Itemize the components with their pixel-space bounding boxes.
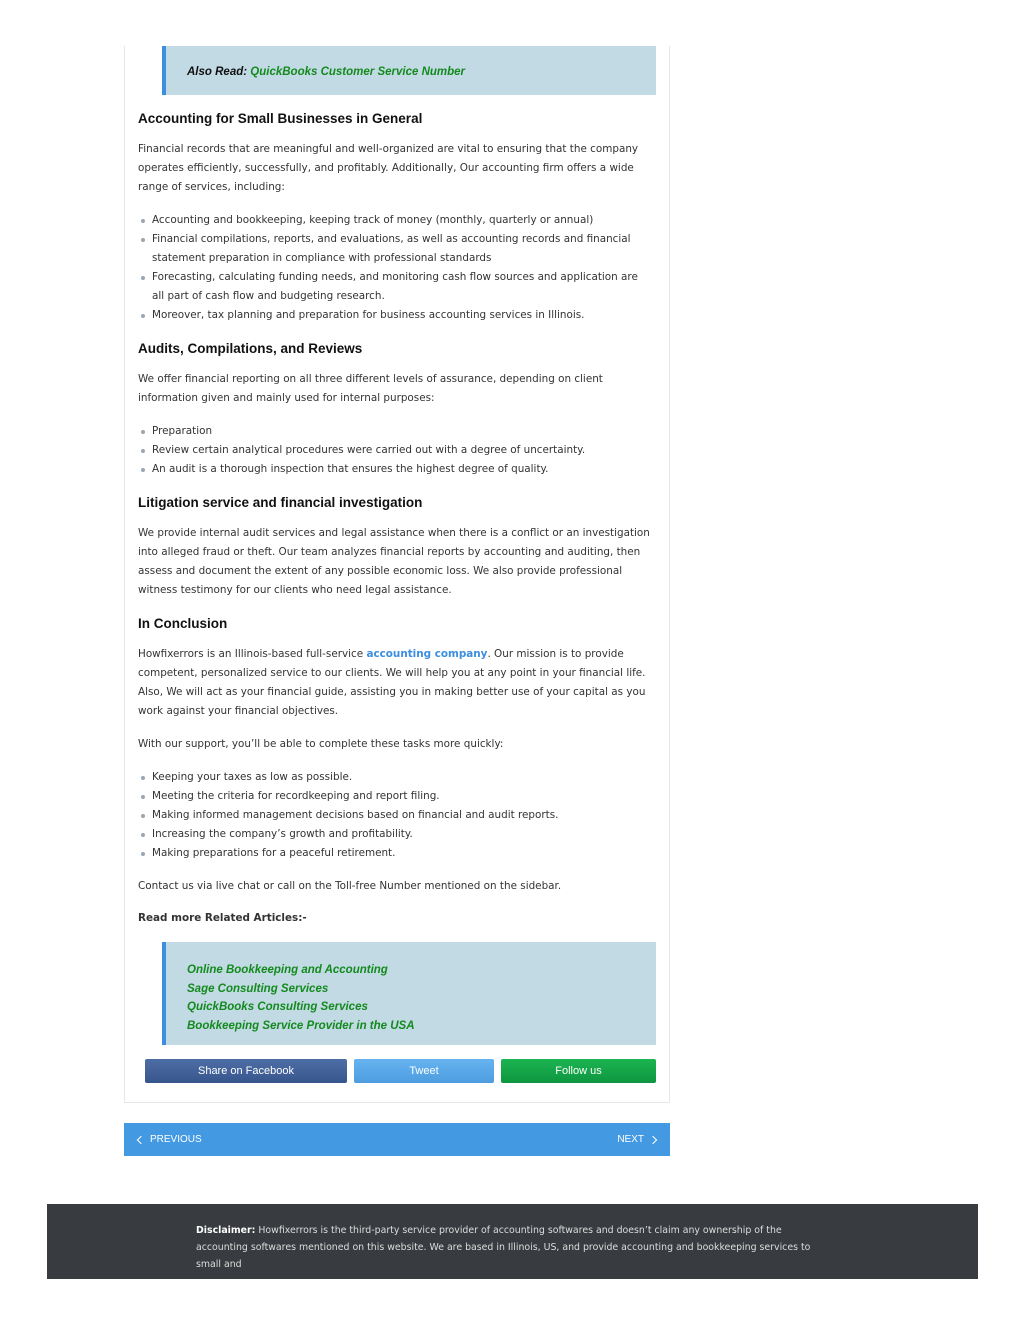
related-link[interactable]: QuickBooks Consulting Services bbox=[187, 1001, 368, 1013]
related-links-box bbox=[162, 942, 656, 1045]
follow-us-button[interactable]: Follow us bbox=[501, 1059, 656, 1083]
list-item: Increasing the company’s growth and profitability. bbox=[138, 825, 653, 844]
related-heading: Read more Related Articles:- bbox=[138, 912, 307, 924]
list-item: Financial compilations, reports, and evaluations, as well as accounting records and financial statement preparation in compliance with professional standards bbox=[138, 230, 653, 268]
previous-button[interactable] bbox=[138, 1134, 202, 1145]
also-read-label: Also Read: bbox=[187, 66, 248, 78]
disclaimer-body: Howfixerrors is the third-party service provider of accounting softwares and doesn’t claim any ownership of the accounting softwares mentioned on this website. We are based in Illinois, US, and provide accounting and bookkeeping services to small and bbox=[196, 1225, 811, 1270]
list-item: Review certain analytical procedures were carried out with a degree of uncertainty. bbox=[138, 441, 653, 460]
heading-litigation: Litigation service and financial investigation bbox=[138, 495, 423, 510]
list-item: Preparation bbox=[138, 422, 653, 441]
next-label: NEXT bbox=[617, 1134, 644, 1145]
disclaimer-label: Disclaimer: bbox=[196, 1225, 256, 1236]
previous-label: PREVIOUS bbox=[150, 1134, 202, 1145]
share-facebook-button[interactable]: Share on Facebook bbox=[145, 1059, 347, 1083]
chevron-left-icon bbox=[137, 1135, 145, 1143]
related-link[interactable]: Sage Consulting Services bbox=[187, 982, 329, 995]
list-item: Meeting the criteria for recordkeeping and report filing. bbox=[138, 787, 653, 806]
list-item: Moreover, tax planning and preparation for business accounting services in Illinois. bbox=[138, 306, 653, 325]
list-item: Accounting and bookkeeping, keeping track of money (monthly, quarterly or annual) bbox=[138, 211, 653, 230]
footer-disclaimer bbox=[47, 1204, 978, 1279]
support-list bbox=[138, 768, 653, 863]
conclusion-text-pre: Howfixerrors is an Illinois-based full-service bbox=[138, 648, 367, 660]
post-pager bbox=[124, 1123, 670, 1156]
disclaimer-text bbox=[196, 1222, 836, 1273]
support-intro: With our support, you’ll be able to complete these tasks more quickly: bbox=[138, 738, 504, 750]
general-list bbox=[138, 211, 653, 325]
related-link[interactable]: Bookkeeping Service Provider in the USA bbox=[187, 1019, 415, 1032]
list-item: Making preparations for a peaceful retirement. bbox=[138, 844, 653, 863]
list-item: An audit is a thorough inspection that ensures the highest degree of quality. bbox=[138, 460, 653, 479]
tweet-button[interactable]: Tweet bbox=[354, 1059, 494, 1083]
chevron-right-icon bbox=[649, 1135, 657, 1143]
heading-audits: Audits, Compilations, and Reviews bbox=[138, 341, 363, 356]
list-item: Forecasting, calculating funding needs, and monitoring cash flow sources and application are all part of cash flow and budgeting research. bbox=[138, 268, 653, 306]
also-read-link[interactable]: QuickBooks Customer Service Number bbox=[250, 66, 466, 78]
heading-conclusion: In Conclusion bbox=[138, 616, 228, 631]
contact-text: Contact us via live chat or call on the Toll-free Number mentioned on the sidebar. bbox=[138, 880, 562, 892]
heading-general: Accounting for Small Businesses in General bbox=[138, 111, 423, 126]
related-link[interactable]: Online Bookkeeping and Accounting bbox=[187, 964, 388, 976]
general-intro: Financial records that are meaningful and well-organized are vital to ensuring that the company operates efficiently, successfully, and profitably. Additionally, Our accounting firm offers a wide range of services, including: bbox=[138, 143, 639, 193]
audits-intro: We offer financial reporting on all three different levels of assurance, depending on client information given and mainly used for internal purposes: bbox=[138, 373, 603, 404]
list-item: Making informed management decisions based on financial and audit reports. bbox=[138, 806, 653, 825]
litigation-body: We provide internal audit services and legal assistance when there is a conflict or an investigation into alleged fraud or theft. Our team analyzes financial reports by accounting and auditing, then assess and document the extent of any possible economic loss. We also provide professional witness testimony for our clients who need legal assistance. bbox=[138, 527, 650, 596]
conclusion-body bbox=[138, 645, 653, 721]
audits-list bbox=[138, 422, 653, 479]
conclusion-text-post: . Our mission is to provide competent, personalized service to our clients. We will help you at any point in your financial life. Also, We will act as your financial guide, assisting you in making better use of your capital as you work against your financial objectives. bbox=[138, 648, 646, 717]
accounting-company-link[interactable]: accounting company bbox=[366, 648, 488, 660]
next-button[interactable] bbox=[617, 1134, 656, 1145]
list-item: Keeping your taxes as low as possible. bbox=[138, 768, 653, 787]
also-read-box bbox=[162, 46, 656, 95]
